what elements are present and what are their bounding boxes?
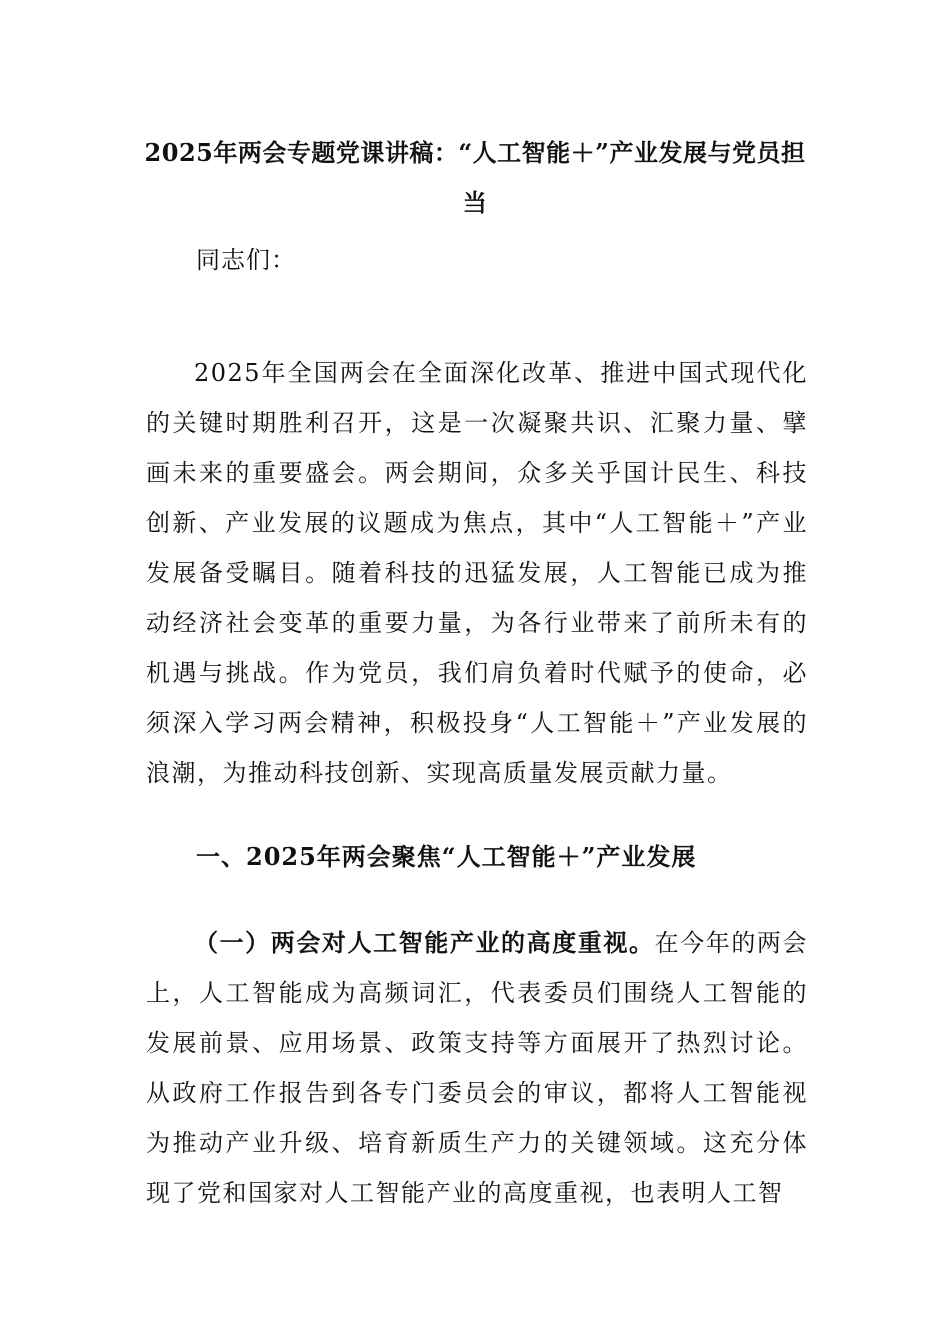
intro-paragraph: 2025年全国两会在全面深化改革、推进中国式现代化的关键时期胜利召开，这是一次凝聚共识、汇聚力量、擘画未来的重要盛会。两会期间，众多关乎国计民生、科技创新、产业发展的议题成为焦点，其中“人工智能＋”产业发展备受瞩目。随着科技的迅猛发展，人工智能已成为推动经济社会变革的重要力量，为各行业带来了前所未有的机遇与挑战。作为党员，我们肩负着时代赋予的使命，必须深入学习两会精神，积极投身“人工智能＋”产业发展的浪潮，为推动科技创新、实现高质量发展贡献力量。 [146,359,808,787]
salutation: 同志们： [196,246,296,274]
section-heading: 一、2025年两会聚焦“人工智能＋”产业发展 [196,842,697,871]
subsection-paragraph [146,918,808,1218]
subsection-body: 在今年的两会上，人工智能成为高频词汇，代表委员们围绕人工智能的发展前景、应用场景、政策支持等方面展开了热烈讨论。从政府工作报告到各专门委员会的审议，都将人工智能视为推动产业升级、培育新质生产力的关键领域。这充分体现了党和国家对人工智能产业的高度重视，也表明人工智 [146,929,809,1207]
subsection-lead: （一）两会对人工智能产业的高度重视。 [194,928,655,957]
document-title: 2025年两会专题党课讲稿：“人工智能＋”产业发展与党员担当 [144,138,806,217]
